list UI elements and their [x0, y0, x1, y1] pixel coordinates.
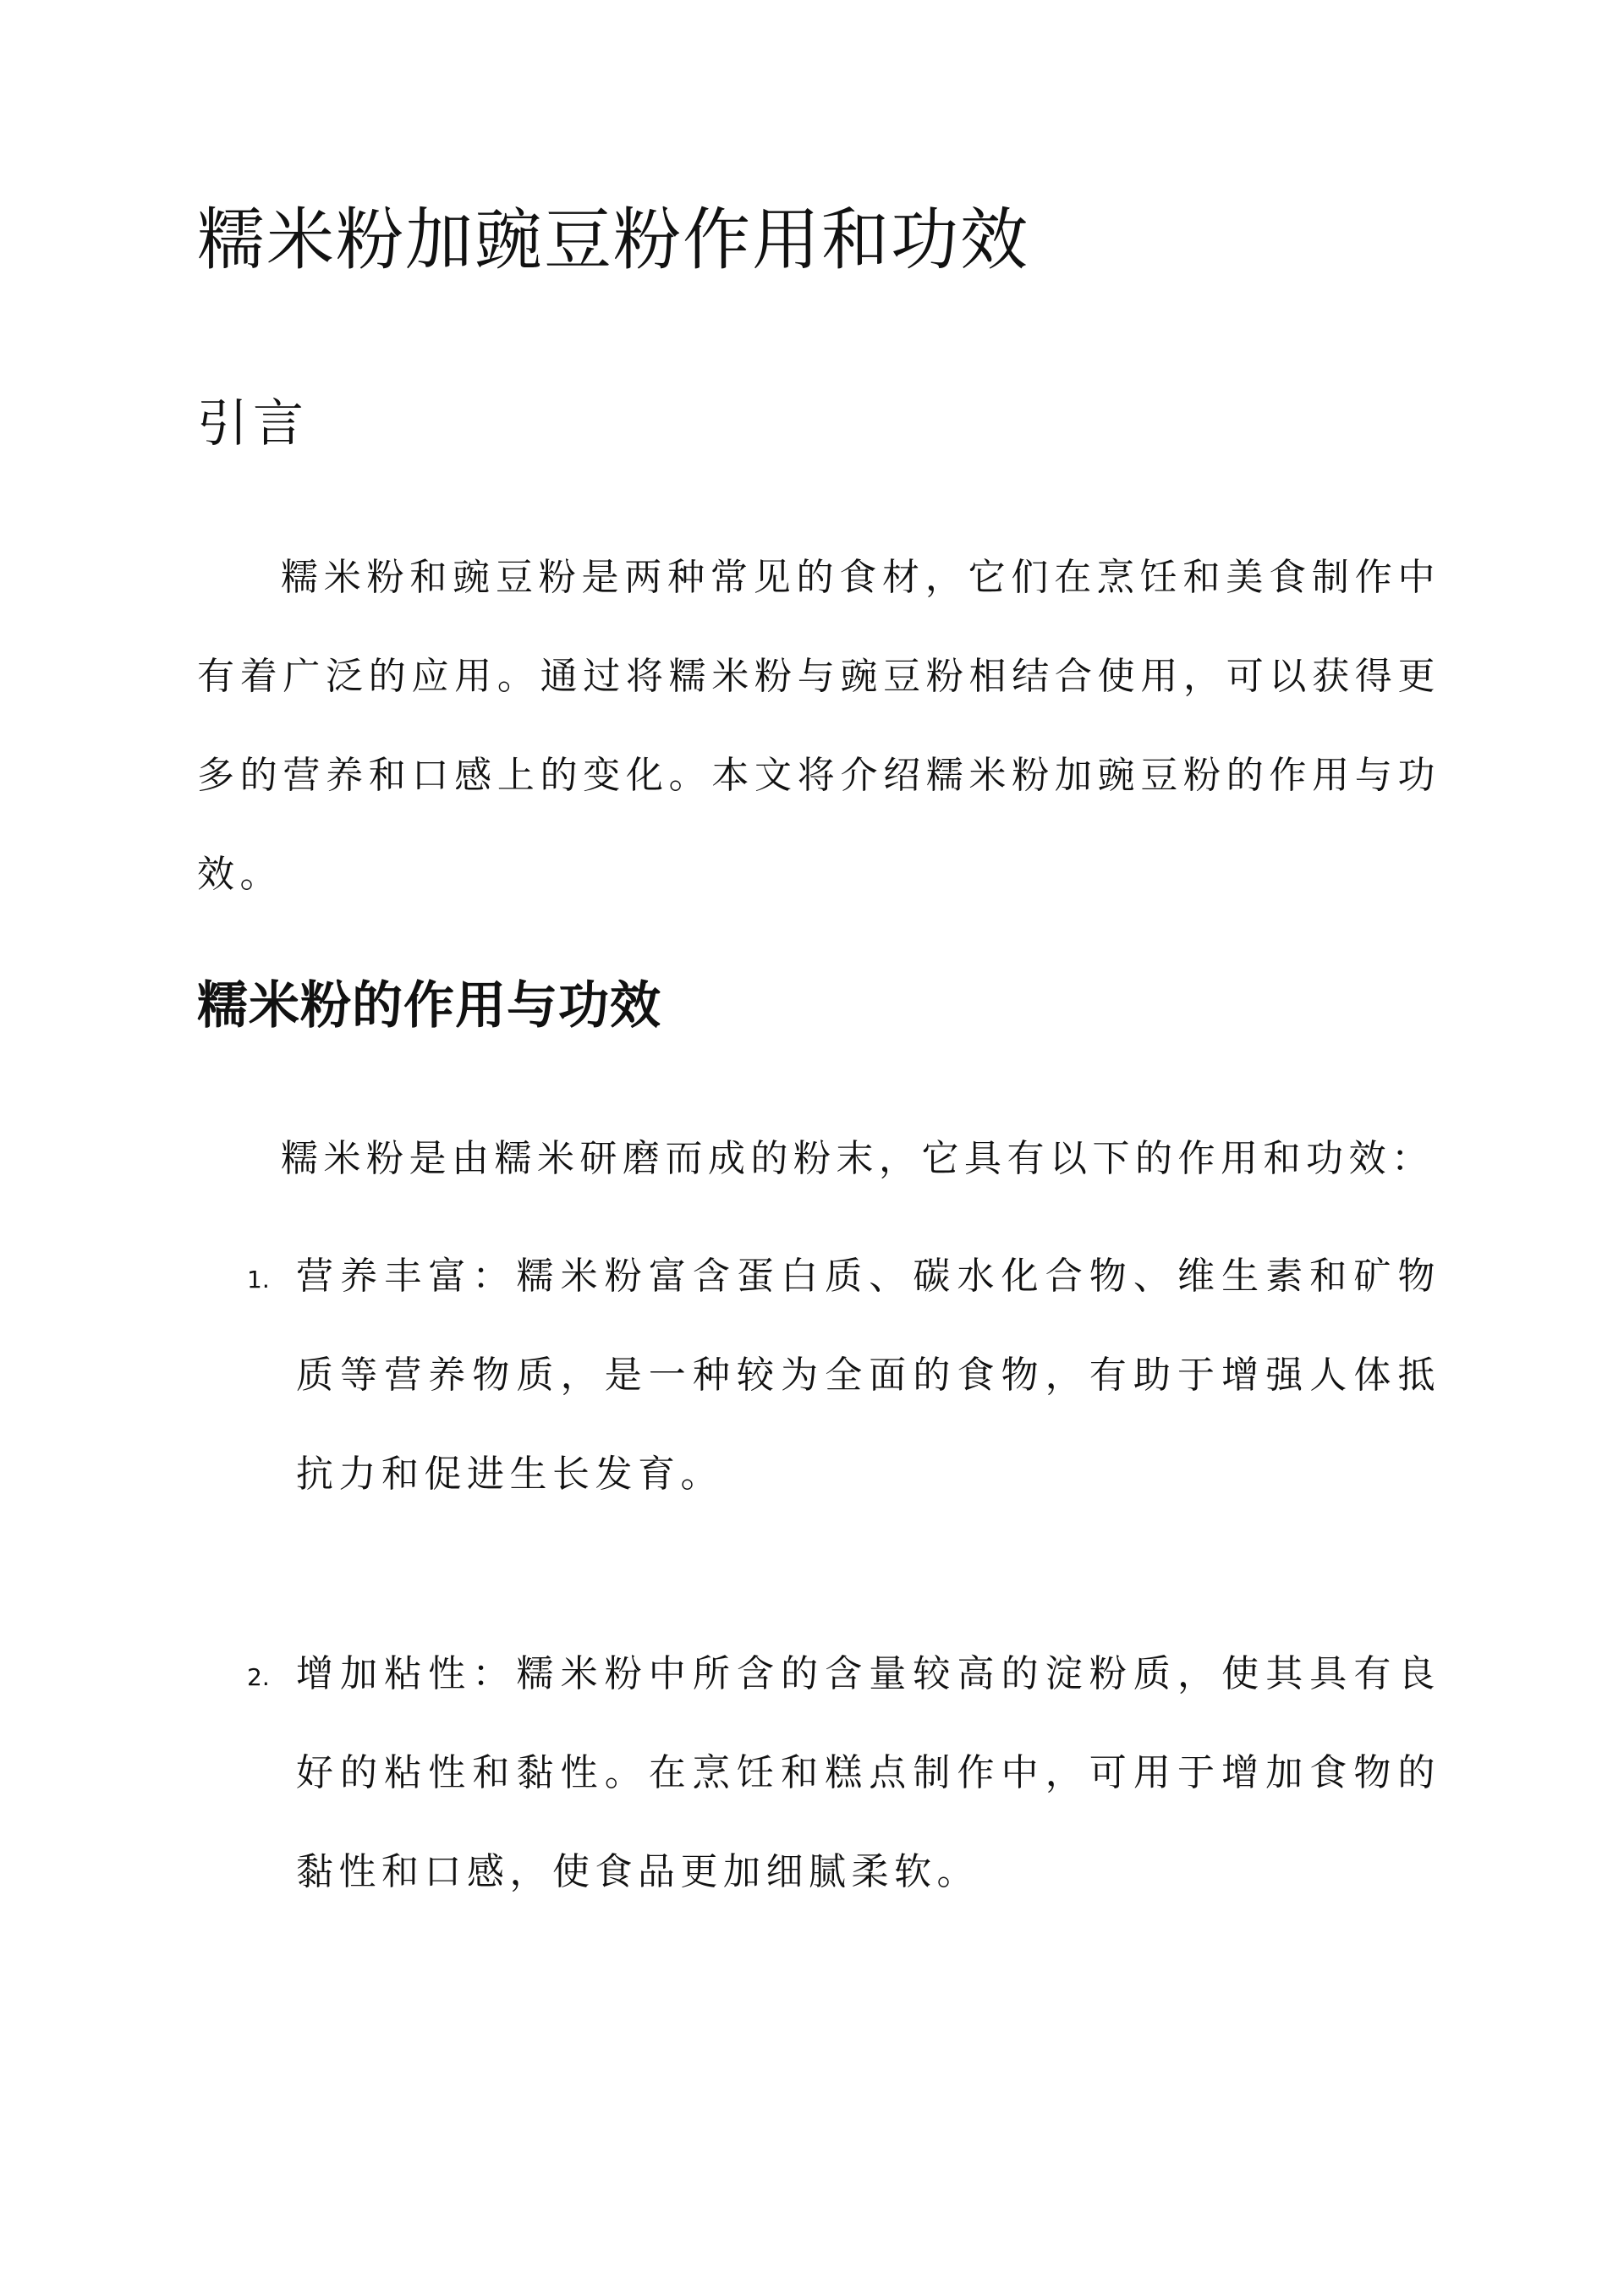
section-lead-paragraph: 糯米粉是由糯米研磨而成的粉末，它具有以下的作用和功效： [281, 1137, 1435, 1180]
section-heading: 糯米粉的作用与功效 [197, 976, 661, 1035]
list-item [197, 1624, 1440, 1921]
list-item [197, 1227, 1440, 1524]
intro-paragraph: 糯米粉和豌豆粉是两种常见的食材，它们在烹饪和美食制作中有着广泛的应用。通过将糯米粉与豌豆粉相结合使用，可以获得更多的营养和口感上的变化。本文将介绍糯米粉加豌豆粉的作用与功效。 [197, 556, 1440, 896]
benefits-list [197, 1227, 1440, 2022]
list-item-number: 1. [247, 1266, 270, 1294]
list-item-text: 营养丰富：糯米粉富含蛋白质、碳水化合物、维生素和矿物质等营养物质，是一种较为全面的食物，有助于增强人体抵抗力和促进生长发育。 [296, 1255, 1440, 1496]
list-item-text: 增加粘性：糯米粉中所含的含量较高的淀粉质，使其具有良好的粘性和黏性。在烹饪和糕点制作中，可用于增加食物的黏性和口感，使食品更加细腻柔软。 [296, 1652, 1440, 1893]
list-item-number: 2. [247, 1663, 270, 1691]
intro-heading: 引言 [197, 394, 309, 453]
page-title: 糯米粉加豌豆粉作用和功效 [197, 200, 1029, 279]
